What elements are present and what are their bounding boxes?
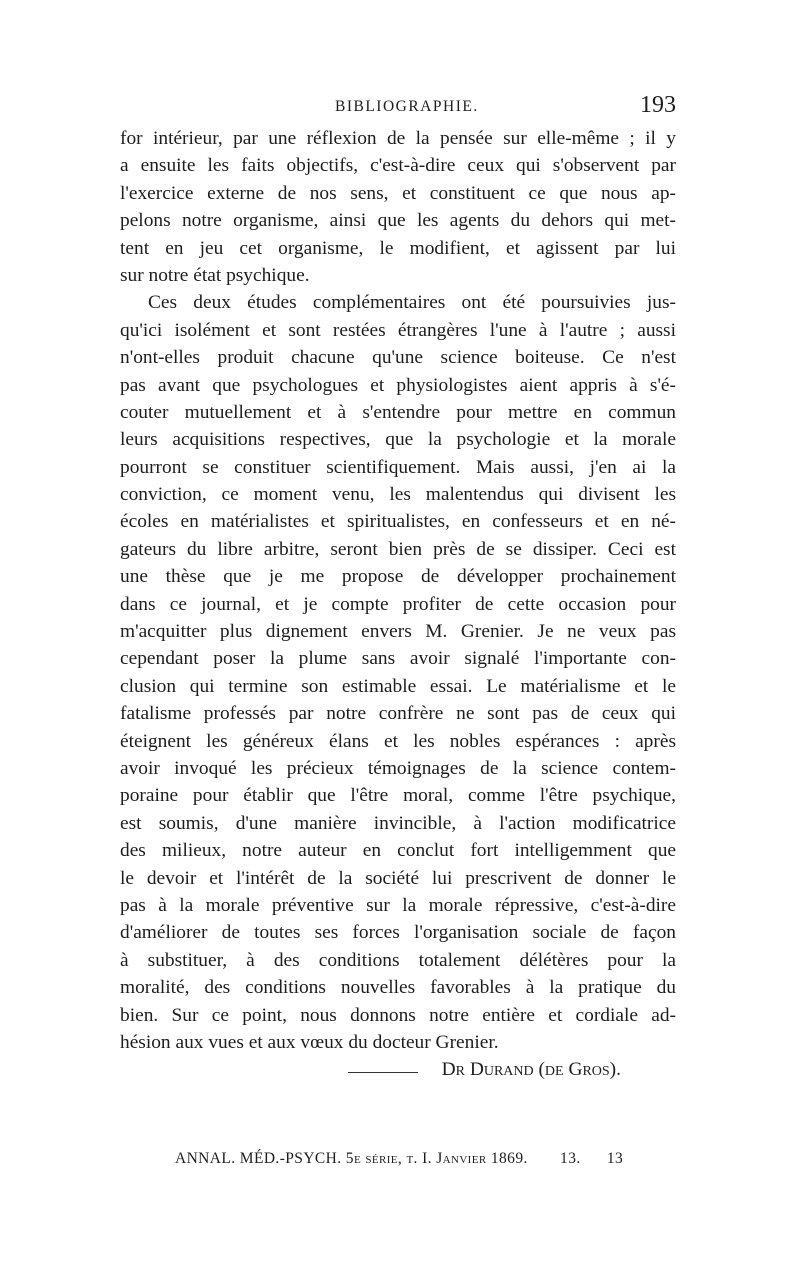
running-title: BIBLIOGRAPHIE.	[335, 98, 479, 115]
body-line: est soumis, d'une manière invincible, à l'action modificatrice	[120, 812, 676, 834]
body-line: qu'ici isolément et sont restées étrangères l'une à l'autre ; aussi	[120, 319, 676, 341]
sheet-number: 13	[606, 1150, 624, 1167]
body-line: cependant poser la plume sans avoir signalé l'importante con-	[120, 648, 676, 670]
body-line: hésion aux vues et aux vœux du docteur Grenier.	[120, 1031, 499, 1053]
body-line: poraine pour établir que l'être moral, comme l'être psychique,	[120, 785, 676, 807]
body-line: d'améliorer de toutes ses forces l'organisation sociale de façon	[120, 922, 676, 944]
body-line: pelons notre organisme, ainsi que les agents du dehors qui met-	[120, 210, 676, 232]
body-line: sur notre état psychique.	[120, 264, 310, 286]
journal-citation: ANNAL. MÉD.-PSYCH. 5e série, t. I. Janvier 1869.	[175, 1150, 528, 1167]
page-number: 193	[640, 92, 676, 118]
body-line: bien. Sur ce point, nous donnons notre entière et cordiale ad-	[120, 1004, 676, 1026]
page-header	[120, 92, 676, 126]
body-line: gateurs du libre arbitre, seront bien près de se dissiper. Ceci est	[120, 538, 676, 560]
body-line: une thèse que je me propose de développer prochainement	[120, 566, 676, 588]
body-line: couter mutuellement et à s'entendre pour mettre en commun	[120, 401, 676, 423]
body-line: moralité, des conditions nouvelles favorables à la pratique du	[120, 977, 676, 999]
body-line: tent en jeu cet organisme, le modifient, et agissent par lui	[120, 237, 676, 259]
body-line: fatalisme professés par notre confrère ne sont pas de ceux qui	[120, 703, 676, 725]
body-text	[120, 125, 676, 1084]
body-line: le devoir et l'intérêt de la société lui prescrivent de donner le	[120, 867, 676, 889]
body-line: dans ce journal, et je compte profiter de cette occasion pour	[120, 593, 676, 615]
section-divider	[348, 1072, 418, 1073]
body-line: conviction, ce moment venu, les malentendus qui divisent les	[120, 484, 676, 506]
body-line: for intérieur, par une réflexion de la pensée sur elle-même ; il y	[120, 128, 676, 149]
body-line: à substituer, à des conditions totalement délétères pour la	[120, 949, 676, 971]
body-line: éteignent les généreux élans et les nobles espérances : après	[120, 730, 676, 752]
body-line: pourront se constituer scientifiquement. Mais aussi, j'en ai la	[120, 456, 676, 478]
author-signature: Dr Durand (de Gros).	[441, 1059, 621, 1081]
body-line: clusion qui termine son estimable essai. Le matérialisme et le	[120, 675, 676, 697]
body-line: l'exercice externe de nos sens, et constituent ce que nous ap-	[120, 182, 676, 204]
body-line: n'ont-elles produit chacune qu'une science boiteuse. Ce n'est	[120, 347, 676, 369]
body-line: a ensuite les faits objectifs, c'est-à-dire ceux qui s'observent par	[120, 155, 676, 177]
body-line: pas avant que psychologues et physiologistes aient appris à s'é-	[120, 374, 676, 396]
signature-mark: 13.	[560, 1150, 581, 1167]
body-line: écoles en matérialistes et spiritualistes, en confesseurs et en né-	[120, 511, 676, 533]
body-line: pas à la morale préventive sur la morale répressive, c'est-à-dire	[120, 894, 676, 916]
body-line: avoir invoqué les précieux témoignages de la science contem-	[120, 757, 676, 779]
body-line: Ces deux études complémentaires ont été poursuivies jus-	[148, 292, 676, 314]
page-footer	[175, 1150, 655, 1168]
body-line: leurs acquisitions respectives, que la psychologie et la morale	[120, 429, 676, 451]
body-line: m'acquitter plus dignement envers M. Grenier. Je ne veux pas	[120, 621, 676, 643]
body-line: des milieux, notre auteur en conclut fort intelligemment que	[120, 840, 676, 862]
